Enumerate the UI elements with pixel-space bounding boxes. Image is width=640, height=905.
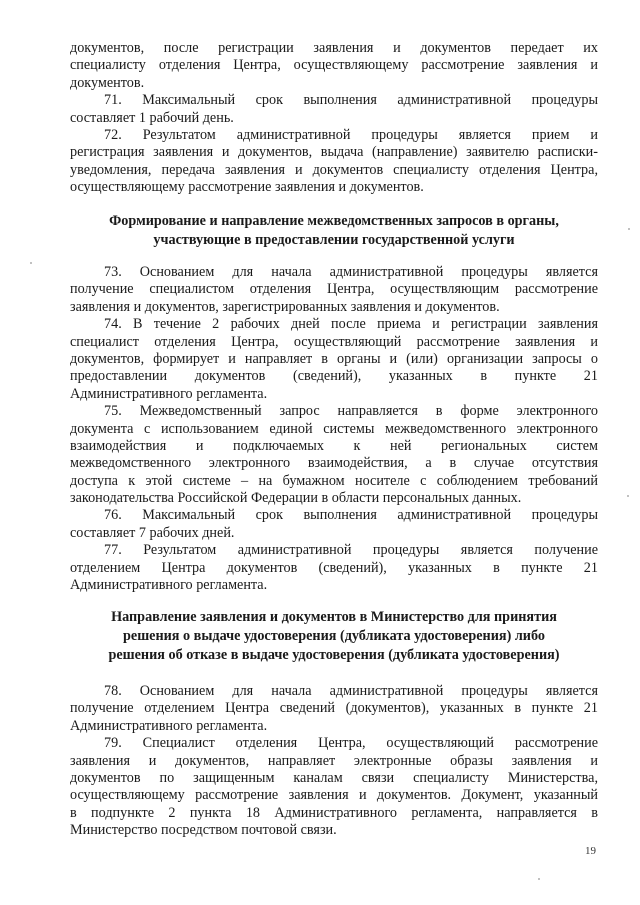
paragraph-line: предоставлении документов (сведений), указанных в пункте 21 (70, 368, 598, 385)
paragraph-line: Административного регламента. (70, 385, 268, 402)
scan-speck (627, 495, 629, 497)
paragraph-line: взаимодействия и подключаемых к ней региональных систем (70, 437, 598, 454)
paragraph-line: документа с использованием единой системы межведомственного электронного (70, 420, 598, 437)
paragraph-line: 72. Результатом административной процедуры является прием и (104, 126, 598, 143)
paragraph-line: уведомления, передача заявления и документов специалисту отделения Центра, (70, 161, 598, 178)
heading-line: решения о выдаче удостоверения (дубликата удостоверения) либо (123, 628, 545, 644)
heading-line: Формирование и направление межведомственных запросов в органы, (109, 213, 559, 229)
scan-speck (30, 262, 32, 264)
paragraph-line: получение специалистом отделения Центра, осуществляющим рассмотрение (70, 281, 598, 298)
paragraph-line: регистрация заявления и документов, выдача (направление) заявителю расписки- (70, 144, 598, 161)
paragraph-line: документов, формирует и направляет в органы и (или) организации запросы о (70, 350, 598, 367)
paragraph-line: Административного регламента. (70, 717, 268, 734)
paragraph-line: составляет 1 рабочий день. (70, 109, 234, 126)
paragraph-line: заявления и документов, зарегистрированных заявления и документов. (70, 298, 500, 315)
paragraph-line: Министерство посредством почтовой связи. (70, 822, 337, 839)
scan-speck (538, 878, 540, 880)
paragraph-line: в подпункте 2 пункта 18 Административного регламента, направляется в (70, 804, 598, 821)
paragraph-line: заявления и документов, направляет электронные образы заявления и (70, 752, 598, 769)
heading-line: участвующие в предоставлении государственной услуги (153, 232, 515, 248)
paragraph-line: 74. В течение 2 рабочих дней после приема и регистрации заявления (104, 316, 598, 333)
paragraph-line: 75. Межведомственный запрос направляется в форме электронного (104, 403, 598, 420)
section-heading-1 (70, 212, 598, 250)
text-block-middle (70, 264, 598, 594)
paragraph-line: документов по защищенным каналам связи специалисту Министерства, (70, 769, 598, 786)
paragraph-line: осуществляющему рассмотрение заявления и документов. Документ, указанный (70, 787, 598, 804)
paragraph-line: Административного регламента. (70, 577, 268, 594)
paragraph-line: межведомственного электронного взаимодействия, а в случае отсутствия (70, 455, 598, 472)
paragraph-line: 76. Максимальный срок выполнения административной процедуры (104, 507, 598, 524)
paragraph-line: составляет 7 рабочих дней. (70, 524, 235, 541)
text-block-top (70, 40, 598, 197)
paragraph-line: 71. Максимальный срок выполнения административной процедуры (104, 92, 598, 109)
paragraph-line: доступа к этой системе – на бумажном носителе с соблюдением требований (70, 472, 598, 489)
paragraph-line: законодательства Российской Федерации в области персональных данных. (70, 490, 522, 507)
paragraph-line: документов. (70, 74, 145, 91)
page-number: 19 (585, 845, 596, 857)
paragraph-line: отделением Центра документов (сведений), указанных в пункте 21 (70, 559, 598, 576)
paragraph-line: 78. Основанием для начала административной процедуры является (104, 683, 598, 699)
paragraph-line: специалист отделения Центра, осуществляющий рассмотрение заявления и (70, 333, 598, 350)
paragraph-line: специалисту отделения Центра, осуществляющему рассмотрение заявления и (70, 57, 598, 74)
paragraph-line: 73. Основанием для начала административной процедуры является (104, 264, 598, 280)
paragraph-line: документов, после регистрации заявления и документов передает их (70, 40, 598, 56)
paragraph-line: 77. Результатом административной процедуры является получение (104, 542, 598, 559)
scan-speck (628, 228, 630, 230)
paragraph-line: осуществляющему рассмотрение заявления и документов. (70, 179, 424, 196)
section-heading-2 (70, 608, 598, 665)
heading-line: решения об отказе в выдаче удостоверения (дубликата удостоверения) (108, 647, 560, 663)
text-block-bottom (70, 683, 598, 840)
paragraph-line: 79. Специалист отделения Центра, осуществляющий рассмотрение (104, 735, 598, 752)
heading-line: Направление заявления и документов в Министерство для принятия (111, 609, 557, 625)
paragraph-line: получение отделением Центра сведений (документов), указанных в пункте 21 (70, 700, 598, 717)
